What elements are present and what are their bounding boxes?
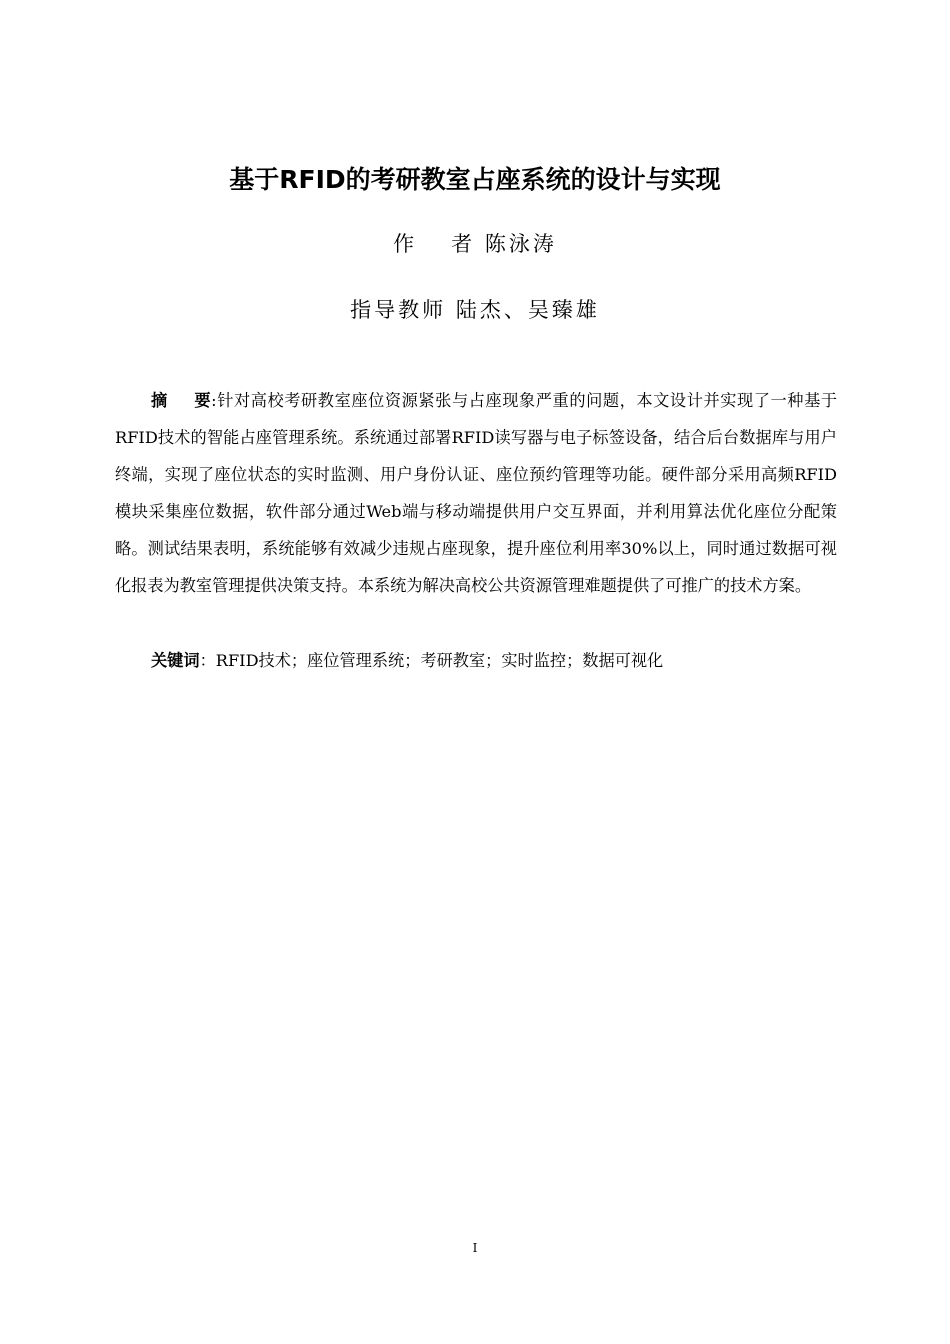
abstract-colon: : — [211, 391, 217, 410]
author-name: 陈泳涛 — [484, 232, 557, 256]
abstract-text: 针对高校考研教室座位资源紧张与占座现象严重的问题，本文设计并实现了一种基于RFID技术的智能占座管理系统。系统通过部署RFID读写器与电子标签设备，结合后台数据库与用户终端，实现了座位状态的实时监测、用户身份认证、座位预约管理等功能。硬件部分采用高频RFID模块采集座位数据，软件部分通过Web端与移动端提供用户交互界面，并利用算法优化座位分配策略。测试结果表明，系统能够有效减少违规占座现象，提升座位利用率30%以上，同时通过数据可视化报表为教室管理提供决策支持。本系统为解决高校公共资源管理难题提供了可推广的技术方案。 — [115, 391, 838, 595]
abstract-label — [151, 391, 211, 410]
paper-title: 基于RFID的考研教室占座系统的设计与实现 — [229, 165, 721, 194]
author-label-2: 者 — [451, 232, 476, 256]
advisor-line — [0, 292, 950, 328]
keywords-colon: ： — [199, 651, 216, 670]
author-label-1: 作 — [393, 232, 418, 256]
abstract-label-part-2: 要 — [193, 391, 212, 410]
keywords-text: RFID技术；座位管理系统；考研教室；实时监控；数据可视化 — [215, 651, 664, 670]
keywords-label: 关键词 — [151, 651, 200, 670]
advisor-names: 陆杰、吴臻雄 — [455, 298, 600, 322]
page-number: I — [472, 1241, 478, 1255]
advisor-label: 指导教师 — [350, 298, 447, 322]
keywords-paragraph — [115, 642, 837, 679]
abstract-label-part-1: 摘 — [151, 391, 168, 410]
abstract-paragraph — [115, 382, 837, 604]
author-line — [0, 226, 950, 262]
